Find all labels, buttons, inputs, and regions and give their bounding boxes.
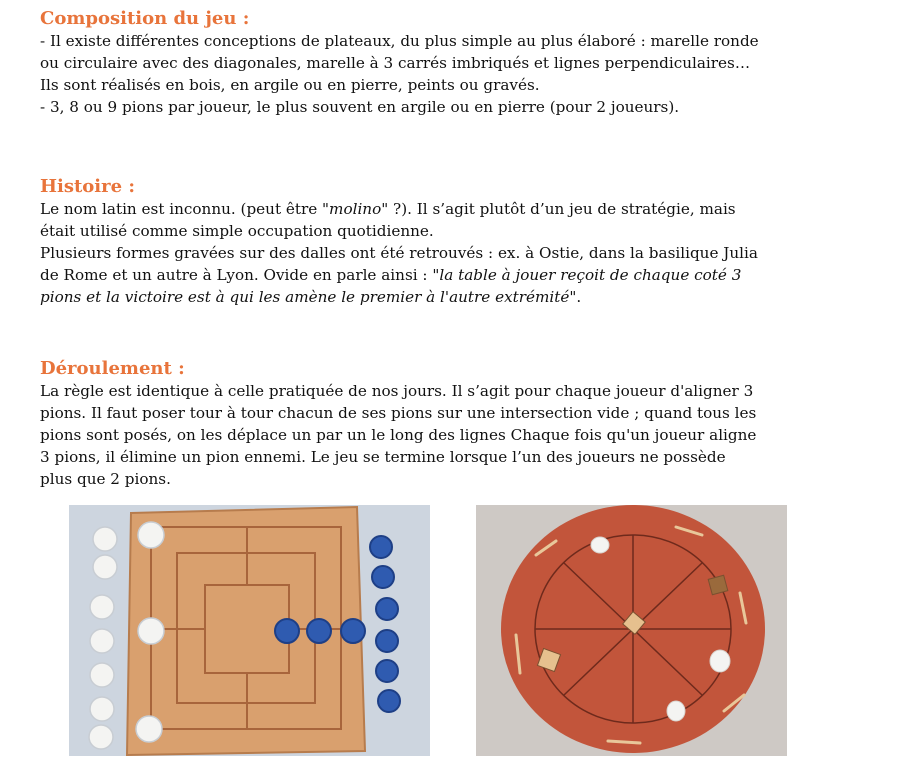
histoire-text: ". — [569, 288, 582, 306]
histoire-line-2: était utilisé comme simple occupation quotidienne. — [40, 222, 434, 240]
histoire-text: Le nom latin est inconnu. (peut être " — [40, 200, 330, 218]
deroulement-line-1: La règle est identique à celle pratiquée de nos jours. Il s’agit pour chaque joueur d'aligner 3 — [40, 382, 754, 400]
heading-composition: Composition du jeu : — [40, 8, 250, 29]
section-deroulement — [40, 358, 892, 490]
section-composition — [40, 8, 892, 118]
deroulement-line-3: pions sont posés, on les déplace un par un le long des lignes Chaque fois qu'un joueur aligne — [40, 426, 757, 444]
histoire-text: " ?). Il s’agit plutôt d’un jeu de stratégie, mais — [381, 200, 736, 218]
deroulement-line-4: 3 pions, il élimine un pion ennemi. Le jeu se termine lorsque l’un des joueurs ne possède — [40, 448, 726, 466]
composition-line-4: - 3, 8 ou 9 pions par joueur, le plus souvent en argile ou en pierre (pour 2 joueurs). — [40, 98, 680, 116]
section-histoire — [40, 176, 892, 308]
histoire-line-5 — [40, 286, 892, 308]
square-board-illustration — [69, 505, 430, 756]
heading-deroulement: Déroulement : — [40, 358, 185, 379]
deroulement-line-2: pions. Il faut poser tour à tour chacun de ses pions sur une intersection vide ; quand tous les — [40, 404, 757, 422]
composition-line-2: ou circulaire avec des diagonales, marelle à 3 carrés imbriqués et lignes perpendiculaires… — [40, 54, 751, 72]
deroulement-line-5: plus que 2 pions. — [40, 470, 171, 488]
histoire-quote: la table à jouer reçoit de chaque coté 3 — [439, 266, 742, 284]
round-board-illustration — [476, 505, 787, 756]
histoire-text: de Rome et un autre à Lyon. Ovide en parle ainsi : " — [40, 266, 440, 284]
histoire-line-4 — [40, 264, 892, 286]
heading-histoire: Histoire : — [40, 176, 135, 197]
histoire-emphasis: molino — [329, 200, 382, 218]
histoire-line-3: Plusieurs formes gravées sur des dalles ont été retrouvés : ex. à Ostie, dans la basilique Julia — [40, 244, 758, 262]
photo-square-board — [69, 505, 430, 756]
histoire-line-1 — [40, 198, 892, 220]
photo-round-board — [476, 505, 787, 756]
composition-line-1: - Il existe différentes conceptions de plateaux, du plus simple au plus élaboré : marelle ronde — [40, 32, 759, 50]
histoire-quote: pions et la victoire est à qui les amène le premier à l'autre extrémité — [40, 288, 570, 306]
composition-line-3: Ils sont réalisés en bois, en argile ou en pierre, peints ou gravés. — [40, 76, 540, 94]
